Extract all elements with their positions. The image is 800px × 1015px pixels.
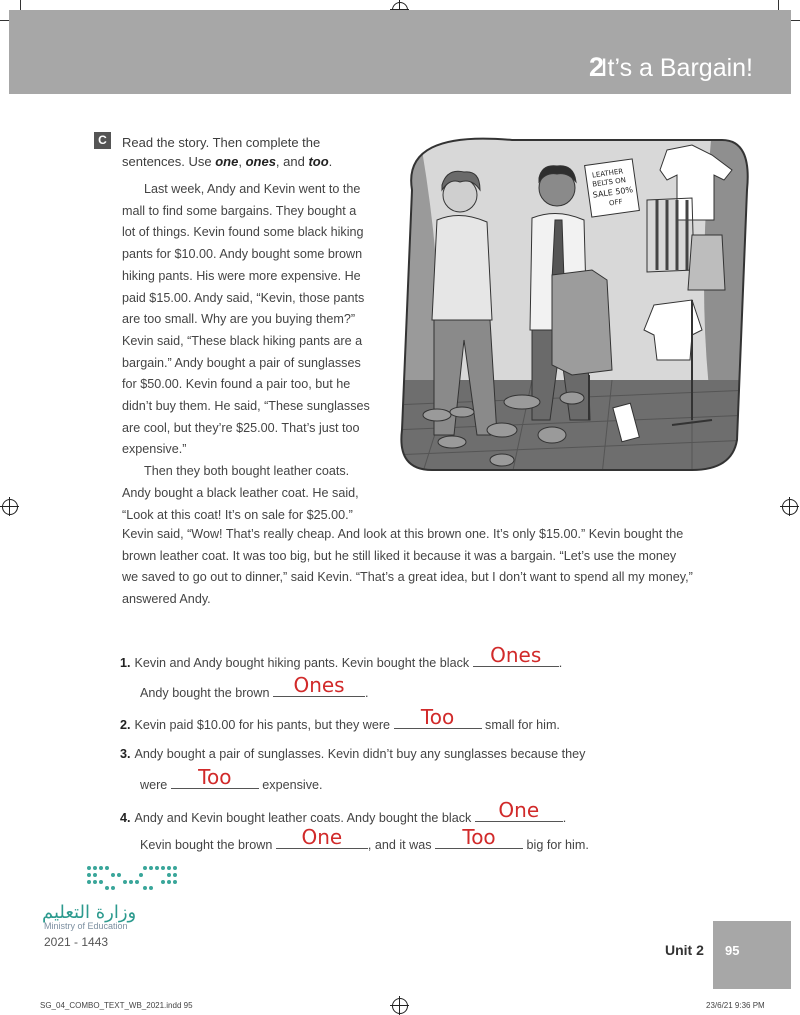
story-line: hiking pants. His were more expensive. He [122, 268, 361, 283]
svg-text:OFF: OFF [608, 197, 624, 208]
story-line: “Look at this coat! It’s on sale for $25.00.” [122, 507, 353, 522]
question-4-line2: Kevin bought the brown One , and it was Too big for him. [140, 825, 589, 852]
registration-mark-left [2, 499, 18, 515]
edition-year: 2021 - 1443 [44, 935, 109, 949]
page-number-box [713, 921, 791, 989]
answer-text: One [301, 825, 343, 849]
question-1: 1. Kevin and Andy bought hiking pants. Kevin bought the black Ones . [120, 643, 563, 670]
section-instruction: Read the story. Then complete the sentences. Use one, ones, and too. [122, 135, 333, 169]
story-line: are too small. Why are you buying them?” [122, 312, 356, 327]
story-line: Then they both bought leather coats. [144, 464, 350, 479]
answer-text: Too [462, 825, 496, 849]
story-line: paid $15.00. Andy said, “Kevin, those pants [122, 290, 365, 305]
file-slug: SG_04_COMBO_TEXT_WB_2021.indd 95 [40, 1001, 193, 1010]
unit-number: 2 [588, 52, 604, 82]
question-4: 4. Andy and Kevin bought leather coats. Andy bought the black One . [120, 798, 567, 825]
svg-text:BELTS ON: BELTS ON [591, 176, 627, 189]
story-line: answered Andy. [122, 592, 211, 607]
answer-text: Too [420, 705, 455, 729]
footer-unit-label: Unit 2 [665, 942, 704, 958]
question-3-line2: were Too expensive. [140, 765, 323, 792]
story-line: brown leather coat. It was too big, but he still liked it because it was a bargain. “Let’s use the money [122, 548, 677, 563]
story-text-bottom [122, 524, 722, 611]
ministry-name-arabic: وزارة التعليم [42, 902, 137, 923]
answer-blank[interactable] [171, 765, 259, 789]
story-line: mall to find some bargains. They bought a [122, 203, 357, 218]
answer-blank[interactable] [473, 643, 559, 667]
registration-mark-bottom [392, 998, 408, 1014]
story-line: Last week, Andy and Kevin went to the [144, 182, 361, 196]
story-line: expensive.” [122, 442, 187, 457]
unit-title: It’s a Bargain! [600, 54, 753, 82]
story-text-top [122, 179, 392, 526]
answer-text: Too [198, 765, 232, 789]
page-number: 95 [725, 943, 740, 958]
section-badge: C [94, 132, 111, 149]
svg-text:LEATHER: LEATHER [591, 167, 624, 180]
answer-blank[interactable] [435, 825, 523, 849]
svg-text:SALE 50%: SALE 50% [592, 185, 634, 200]
story-line: lot of things. Kevin found some black hiking [122, 225, 364, 240]
answer-blank[interactable] [273, 673, 365, 697]
file-slug-date: 23/6/21 9:36 PM [706, 1001, 765, 1010]
story-line: bargain.” Andy bought a pair of sunglasses [122, 355, 361, 370]
story-line: Kevin said, “These black hiking pants are a [122, 333, 363, 348]
answer-blank[interactable] [475, 798, 563, 822]
answer-blank[interactable] [394, 705, 482, 729]
answer-blank[interactable] [276, 825, 368, 849]
shopping-illustration [392, 130, 752, 475]
answer-text: Ones [293, 673, 345, 697]
story-line: didn’t buy them. He said, “These sunglasses [122, 399, 370, 414]
registration-mark-right [782, 499, 798, 515]
ministry-name-english: Ministry of Education [44, 921, 128, 931]
story-line: Kevin said, “Wow! That’s really cheap. And look at this brown one. It’s only $15.00.” Kevin bought the [122, 527, 684, 541]
question-2: 2. Kevin paid $10.00 for his pants, but they were Too small for him. [120, 705, 560, 732]
story-line: Andy bought a black leather coat. He said, [122, 485, 359, 500]
answer-text: Ones [490, 643, 542, 667]
story-line: we saved to go out to dinner,” said Kevin. “That’s a great idea, but I don’t want to spend all my money,” [122, 570, 693, 585]
question-1-line2: Andy bought the brown Ones . [140, 673, 369, 700]
story-line: are cool, but they’re $25.00. That’s just too [122, 420, 360, 435]
ministry-logo-dots [85, 862, 180, 892]
answer-text: One [498, 798, 540, 822]
story-line: pants for $10.00. Andy bought some brown [122, 247, 363, 262]
story-line: for $50.00. Kevin found a pair too, but he [122, 377, 351, 392]
question-3: 3. Andy bought a pair of sunglasses. Kevin didn’t buy any sunglasses because they [120, 747, 586, 761]
